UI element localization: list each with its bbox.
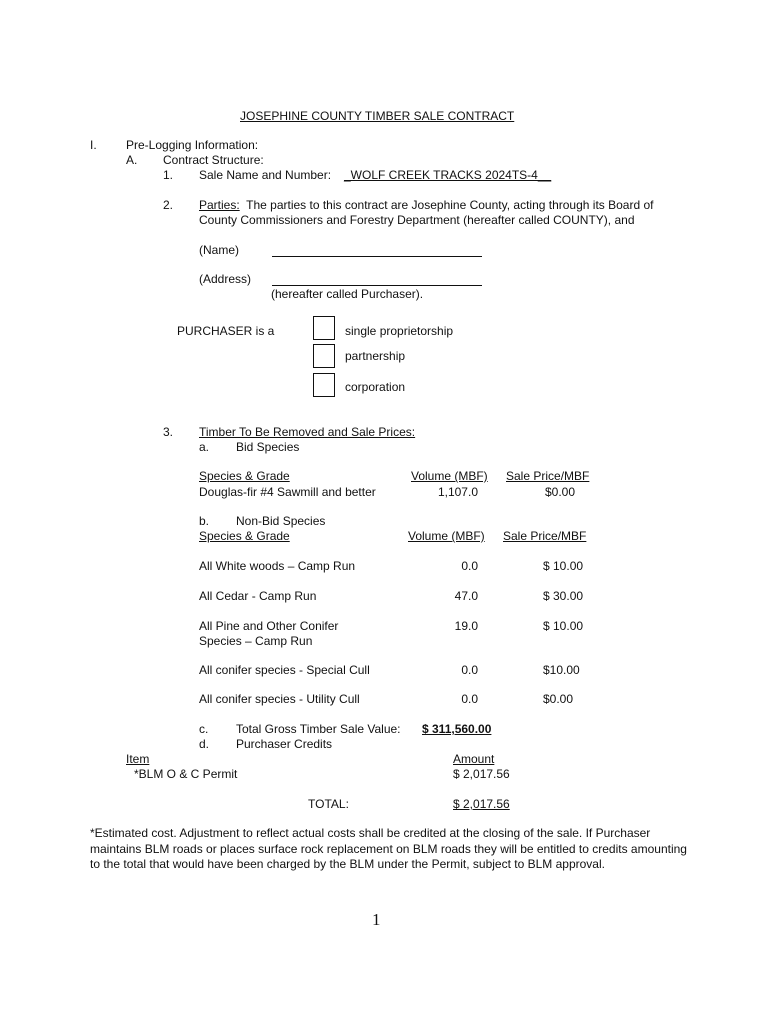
bid-letter: a. xyxy=(199,440,210,454)
bid-row-species: Douglas-fir #4 Sawmill and better xyxy=(199,485,376,499)
item1-number: 1. xyxy=(163,168,174,182)
item3-label: Timber To Be Removed and Sale Prices: xyxy=(199,425,416,439)
total-value-letter: c. xyxy=(199,722,209,736)
nonbid-letter: b. xyxy=(199,514,210,528)
credits-row-item: *BLM O & C Permit xyxy=(134,767,238,781)
credits-item-header: Item xyxy=(126,752,150,766)
corporation-checkbox[interactable] xyxy=(313,373,335,397)
nonbid-species-label: Non-Bid Species xyxy=(236,514,326,528)
parties-line2: County Commissioners and Forestry Department (hereafter called COUNTY), and xyxy=(199,213,635,227)
item1-label: Sale Name and Number: xyxy=(199,168,332,182)
nonbid-price: $0.00 xyxy=(543,692,574,706)
section-number: I. xyxy=(90,138,97,152)
parties-text-line1 xyxy=(199,198,653,212)
item3-number: 3. xyxy=(163,425,174,439)
single-proprietorship-label: single proprietorship xyxy=(345,324,454,338)
parties-line1: The parties to this contract are Josephine County, acting through its Board of xyxy=(246,198,654,212)
bid-header-volume: Volume (MBF) xyxy=(411,469,488,483)
nonbid-volume: 0.0 xyxy=(461,692,478,706)
document-title: JOSEPHINE COUNTY TIMBER SALE CONTRACT xyxy=(240,109,515,123)
nonbid-species-cont: Species – Camp Run xyxy=(199,634,313,648)
credits-total-value: $ 2,017.56 xyxy=(453,797,510,811)
nonbid-price: $ 30.00 xyxy=(543,589,584,603)
nonbid-species: All Pine and Other Conifer xyxy=(199,619,339,633)
name-label: (Name) xyxy=(199,243,240,257)
nonbid-price: $10.00 xyxy=(543,663,580,677)
credits-label: Purchaser Credits xyxy=(236,737,333,751)
footnote-paragraph: *Estimated cost. Adjustment to reflect actual costs shall be credited at the closing of the sale. If Purchaser maintains BLM roads or places surface rock replacement on BLM roads they will be entitled to credits amounting to the total that would have been charged by the BLM under the Permit, subject to BLM approval. xyxy=(90,826,687,871)
nonbid-volume: 47.0 xyxy=(454,589,478,603)
section-label: Pre-Logging Information: xyxy=(126,138,259,152)
nonbid-species: All Cedar - Camp Run xyxy=(199,589,317,603)
bid-header-species: Species & Grade xyxy=(199,469,290,483)
credits-total-label: TOTAL: xyxy=(308,797,349,811)
single-proprietorship-checkbox[interactable] xyxy=(313,316,335,340)
nonbid-species: All conifer species - Utility Cull xyxy=(199,692,360,706)
hereafter-purchaser: (hereafter called Purchaser). xyxy=(271,287,424,301)
credits-row-amount: $ 2,017.56 xyxy=(453,767,510,781)
sale-name-value: _WOLF CREEK TRACKS 2024TS-4__ xyxy=(344,168,552,182)
nonbid-header-price: Sale Price/MBF xyxy=(503,529,587,543)
nonbid-species: All White woods – Camp Run xyxy=(199,559,356,573)
page-number: 1 xyxy=(372,910,381,929)
bid-species-label: Bid Species xyxy=(236,440,300,454)
partnership-label: partnership xyxy=(345,349,406,363)
name-field-line[interactable] xyxy=(272,256,482,257)
bid-row-volume: 1,107.0 xyxy=(437,485,478,499)
nonbid-volume: 0.0 xyxy=(461,663,478,677)
nonbid-header-volume: Volume (MBF) xyxy=(408,529,485,543)
nonbid-species: All conifer species - Special Cull xyxy=(199,663,370,677)
bid-header-price: Sale Price/MBF xyxy=(506,469,590,483)
credits-amount-header: Amount xyxy=(453,752,495,766)
partnership-checkbox[interactable] xyxy=(313,344,335,368)
nonbid-volume: 0.0 xyxy=(461,559,478,573)
credits-letter: d. xyxy=(199,737,210,751)
bid-row-price: $0.00 xyxy=(544,485,575,499)
nonbid-header-species: Species & Grade xyxy=(199,529,290,543)
nonbid-volume: 19.0 xyxy=(454,619,478,633)
total-value-label: Total Gross Timber Sale Value: xyxy=(236,722,401,736)
purchaser-is-label: PURCHASER is a xyxy=(177,324,275,338)
nonbid-price: $ 10.00 xyxy=(543,619,584,633)
item2-number: 2. xyxy=(163,198,174,212)
address-label: (Address) xyxy=(199,272,252,286)
corporation-label: corporation xyxy=(345,380,406,394)
subsection-label: Contract Structure: xyxy=(163,153,264,167)
subsection-letter: A. xyxy=(126,153,138,167)
address-field-line[interactable] xyxy=(272,285,482,286)
parties-label: Parties: xyxy=(199,198,240,212)
nonbid-price: $ 10.00 xyxy=(543,559,584,573)
total-gross-value: $ 311,560.00 xyxy=(422,722,492,736)
